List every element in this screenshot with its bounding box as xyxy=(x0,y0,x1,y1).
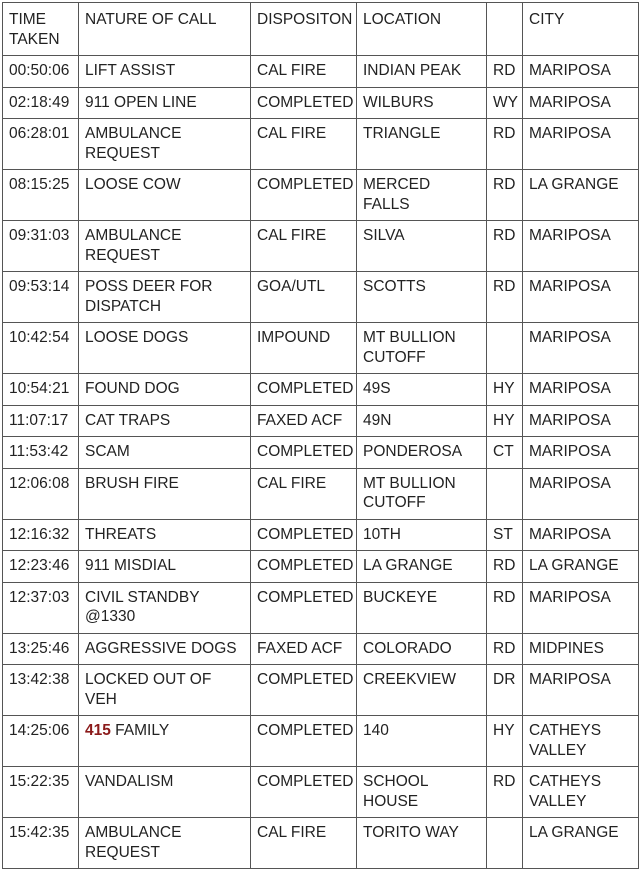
disposition-cell: IMPOUND xyxy=(251,323,357,374)
disposition-cell: COMPLETED xyxy=(251,87,357,119)
time-cell: 12:23:46 xyxy=(3,551,79,583)
nature-text: BRUSH FIRE xyxy=(85,474,179,492)
location-cell: SCOTTS xyxy=(357,272,487,323)
table-row xyxy=(3,468,639,519)
time-cell: 09:53:14 xyxy=(3,272,79,323)
disposition-cell: COMPLETED xyxy=(251,767,357,818)
city-cell: MARIPOSA xyxy=(523,468,639,519)
disposition-cell: GOA/UTL xyxy=(251,272,357,323)
street-suffix-cell: RD xyxy=(487,551,523,583)
nature-cell xyxy=(79,323,251,374)
city-cell: LA GRANGE xyxy=(523,818,639,869)
location-cell: MT BULLION CUTOFF xyxy=(357,323,487,374)
city-cell: CATHEYS VALLEY xyxy=(523,767,639,818)
city-cell: MARIPOSA xyxy=(523,221,639,272)
nature-text: LOOSE DOGS xyxy=(85,329,189,346)
time-cell: 10:42:54 xyxy=(3,323,79,374)
table-row xyxy=(3,56,639,88)
disposition-cell: CAL FIRE xyxy=(251,56,357,88)
disposition-cell: CAL FIRE xyxy=(251,468,357,519)
disposition-cell: CAL FIRE xyxy=(251,119,357,170)
nature-text: THREATS xyxy=(85,525,157,543)
city-cell: MARIPOSA xyxy=(523,323,639,374)
street-suffix-cell: WY xyxy=(487,87,523,119)
nature-cell xyxy=(79,437,251,469)
nature-text: LIFT ASSIST xyxy=(85,62,176,79)
header-city: CITY xyxy=(523,3,639,56)
city-cell: MARIPOSA xyxy=(523,56,639,88)
nature-text: AGGRESSIVE DOGS xyxy=(85,639,237,657)
time-cell: 10:54:21 xyxy=(3,374,79,406)
table-row xyxy=(3,519,639,551)
call-log-table xyxy=(2,2,639,869)
time-cell: 14:25:06 xyxy=(3,716,79,767)
time-cell: 15:42:35 xyxy=(3,818,79,869)
nature-cell xyxy=(79,582,251,633)
nature-cell xyxy=(79,665,251,716)
header-row xyxy=(3,3,639,56)
location-cell: LA GRANGE xyxy=(357,551,487,583)
time-cell: 12:16:32 xyxy=(3,519,79,551)
city-cell: MARIPOSA xyxy=(523,582,639,633)
table-row xyxy=(3,551,639,583)
street-suffix-cell: CT xyxy=(487,437,523,469)
disposition-cell: COMPLETED xyxy=(251,582,357,633)
time-cell: 11:53:42 xyxy=(3,437,79,469)
time-cell: 13:25:46 xyxy=(3,633,79,665)
street-suffix-cell: RD xyxy=(487,221,523,272)
location-cell: TRIANGLE xyxy=(357,119,487,170)
location-cell: COLORADO xyxy=(357,633,487,665)
location-cell: 10TH xyxy=(357,519,487,551)
table-row xyxy=(3,374,639,406)
table-row xyxy=(3,323,639,374)
disposition-cell: COMPLETED xyxy=(251,437,357,469)
street-suffix-cell: RD xyxy=(487,170,523,221)
city-cell: MARIPOSA xyxy=(523,437,639,469)
time-cell: 13:42:38 xyxy=(3,665,79,716)
location-cell: CREEKVIEW xyxy=(357,665,487,716)
city-cell: CATHEYS VALLEY xyxy=(523,716,639,767)
nature-cell xyxy=(79,551,251,583)
city-cell: MARIPOSA xyxy=(523,665,639,716)
disposition-cell: COMPLETED xyxy=(251,374,357,406)
disposition-cell: COMPLETED xyxy=(251,519,357,551)
street-suffix-cell: RD xyxy=(487,272,523,323)
street-suffix-cell: RD xyxy=(487,582,523,633)
nature-cell xyxy=(79,633,251,665)
location-cell: TORITO WAY xyxy=(357,818,487,869)
nature-cell xyxy=(79,374,251,406)
table-row xyxy=(3,582,639,633)
street-suffix-cell xyxy=(487,818,523,869)
header-disposition: DISPOSITON xyxy=(251,3,357,56)
location-cell: WILBURS xyxy=(357,87,487,119)
city-cell: MARIPOSA xyxy=(523,272,639,323)
table-row xyxy=(3,818,639,869)
nature-cell xyxy=(79,221,251,272)
street-suffix-cell: RD xyxy=(487,767,523,818)
nature-cell xyxy=(79,405,251,437)
street-suffix-cell: RD xyxy=(487,56,523,88)
table-row xyxy=(3,170,639,221)
nature-text: 911 OPEN LINE xyxy=(85,93,197,111)
table-row xyxy=(3,767,639,818)
nature-text: LOOSE COW xyxy=(85,176,181,193)
call-log-body xyxy=(3,3,639,869)
disposition-cell: COMPLETED xyxy=(251,716,357,767)
street-suffix-cell: HY xyxy=(487,374,523,406)
table-row xyxy=(3,221,639,272)
nature-text: AMBULANCE REQUEST xyxy=(85,824,186,861)
table-row xyxy=(3,405,639,437)
nature-text: CIVIL STANDBY @1330 xyxy=(85,588,204,625)
table-row xyxy=(3,633,639,665)
nature-text: CAT TRAPS xyxy=(85,411,171,429)
table-row xyxy=(3,716,639,767)
city-cell: MARIPOSA xyxy=(523,405,639,437)
street-suffix-cell: HY xyxy=(487,716,523,767)
nature-cell xyxy=(79,468,251,519)
nature-cell xyxy=(79,119,251,170)
header-suffix xyxy=(487,3,523,56)
time-cell: 09:31:03 xyxy=(3,221,79,272)
nature-text: AMBULANCE REQUEST xyxy=(85,125,186,162)
disposition-cell: COMPLETED xyxy=(251,170,357,221)
location-cell: INDIAN PEAK xyxy=(357,56,487,88)
nature-text: POSS DEER FOR DISPATCH xyxy=(85,278,217,315)
nature-text: FAMILY xyxy=(110,722,170,739)
table-row xyxy=(3,119,639,170)
disposition-cell: COMPLETED xyxy=(251,551,357,583)
disposition-cell: FAXED ACF xyxy=(251,633,357,665)
location-cell: MERCED FALLS xyxy=(357,170,487,221)
nature-text: LOCKED OUT OF VEH xyxy=(85,671,216,708)
location-cell: SCHOOL HOUSE xyxy=(357,767,487,818)
time-cell: 12:37:03 xyxy=(3,582,79,633)
street-suffix-cell: DR xyxy=(487,665,523,716)
city-cell: MARIPOSA xyxy=(523,87,639,119)
time-cell: 06:28:01 xyxy=(3,119,79,170)
time-cell: 08:15:25 xyxy=(3,170,79,221)
street-suffix-cell: HY xyxy=(487,405,523,437)
street-suffix-cell: RD xyxy=(487,119,523,170)
location-cell: 49S xyxy=(357,374,487,406)
nature-text: 911 MISDIAL xyxy=(85,557,177,574)
table-row xyxy=(3,87,639,119)
street-suffix-cell: RD xyxy=(487,633,523,665)
time-cell: 00:50:06 xyxy=(3,56,79,88)
street-suffix-cell xyxy=(487,323,523,374)
header-nature: NATURE OF CALL xyxy=(79,3,251,56)
disposition-cell: FAXED ACF xyxy=(251,405,357,437)
header-location: LOCATION xyxy=(357,3,487,56)
city-cell: MIDPINES xyxy=(523,633,639,665)
city-cell: LA GRANGE xyxy=(523,170,639,221)
time-cell: 12:06:08 xyxy=(3,468,79,519)
table-row xyxy=(3,437,639,469)
disposition-cell: COMPLETED xyxy=(251,665,357,716)
city-cell: MARIPOSA xyxy=(523,374,639,406)
location-cell: 49N xyxy=(357,405,487,437)
nature-text: AMBULANCE REQUEST xyxy=(85,227,186,264)
nature-text: SCAM xyxy=(85,443,130,460)
location-cell: BUCKEYE xyxy=(357,582,487,633)
nature-cell xyxy=(79,818,251,869)
nature-cell xyxy=(79,170,251,221)
nature-cell xyxy=(79,519,251,551)
incident-code: 415 xyxy=(85,722,111,739)
time-cell: 15:22:35 xyxy=(3,767,79,818)
disposition-cell: CAL FIRE xyxy=(251,221,357,272)
city-cell: MARIPOSA xyxy=(523,119,639,170)
location-cell: 140 xyxy=(357,716,487,767)
nature-cell xyxy=(79,56,251,88)
nature-cell xyxy=(79,87,251,119)
location-cell: MT BULLION CUTOFF xyxy=(357,468,487,519)
nature-text: VANDALISM xyxy=(85,773,174,790)
city-cell: LA GRANGE xyxy=(523,551,639,583)
header-time: TIME TAKEN xyxy=(3,3,79,56)
street-suffix-cell: ST xyxy=(487,519,523,551)
nature-cell xyxy=(79,767,251,818)
disposition-cell: CAL FIRE xyxy=(251,818,357,869)
nature-text: FOUND DOG xyxy=(85,380,180,397)
nature-cell xyxy=(79,716,251,767)
location-cell: SILVA xyxy=(357,221,487,272)
location-cell: PONDEROSA xyxy=(357,437,487,469)
city-cell: MARIPOSA xyxy=(523,519,639,551)
time-cell: 02:18:49 xyxy=(3,87,79,119)
time-cell: 11:07:17 xyxy=(3,405,79,437)
table-row xyxy=(3,272,639,323)
street-suffix-cell xyxy=(487,468,523,519)
nature-cell xyxy=(79,272,251,323)
table-row xyxy=(3,665,639,716)
